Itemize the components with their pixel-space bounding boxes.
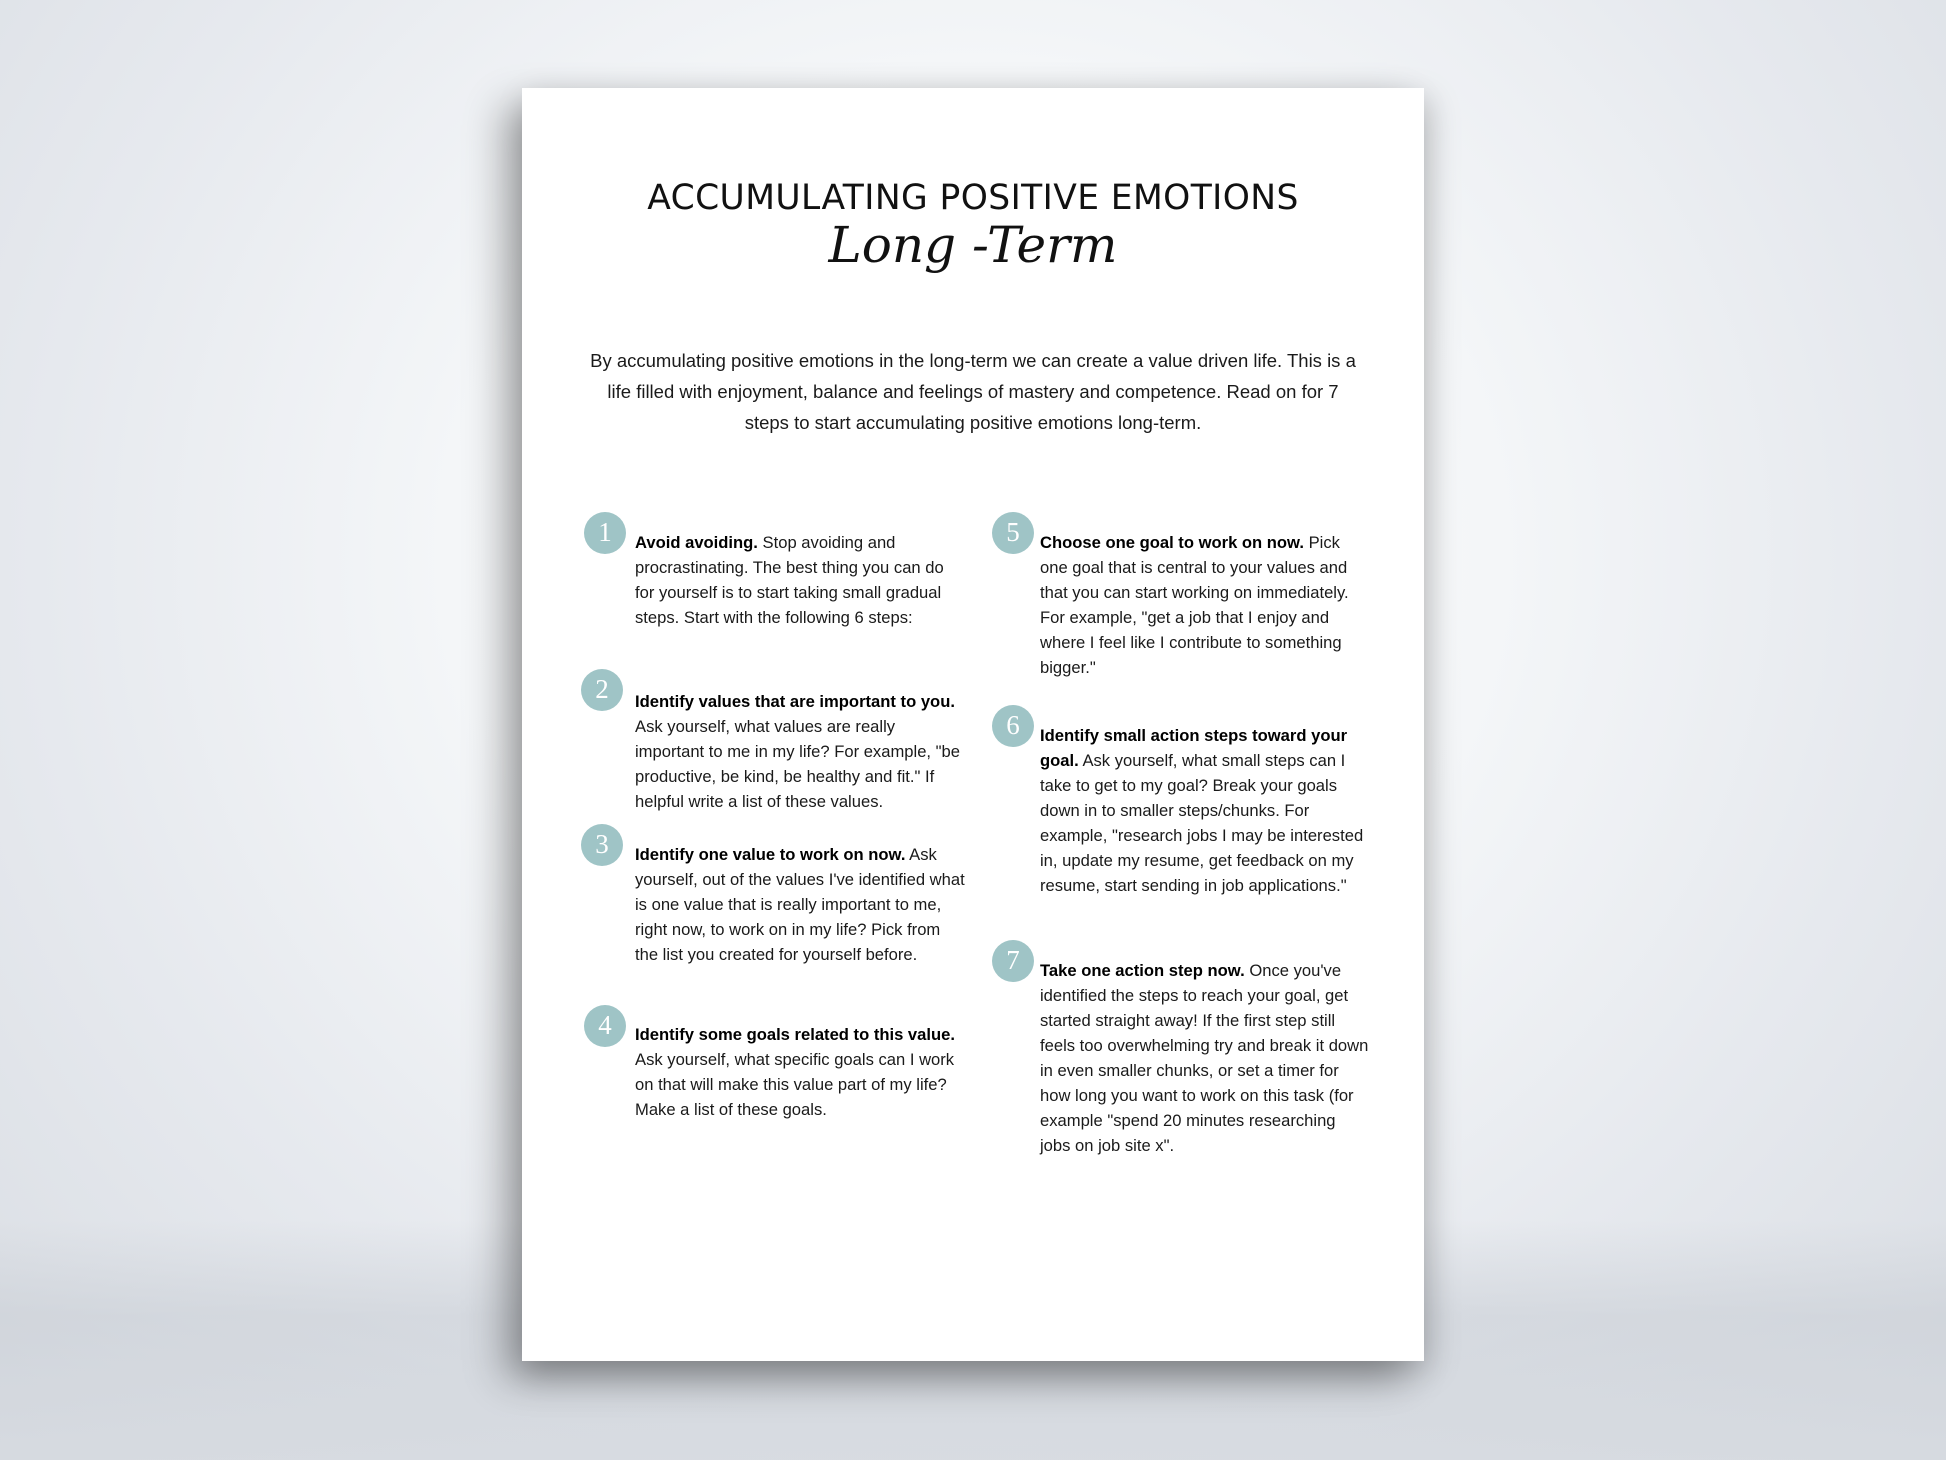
step-body: Ask yourself, what specific goals can I work on that will make this value part of my life? Make a list of these goals. [635, 1050, 955, 1119]
step-text [1040, 723, 1370, 898]
step-text [635, 689, 965, 814]
step-heading: Avoid avoiding. [635, 533, 758, 552]
page-title: ACCUMULATING POSITIVE EMOTIONS [647, 178, 1299, 218]
step-body: Ask yourself, what values are really important to me in my life? For example, "be productive, be kind, be healthy and fit." If helpful write a list of these values. [635, 717, 960, 811]
intro-paragraph: By accumulating positive emotions in the long-term we can create a value driven life. This is a life filled with enjoyment, balance and feelings of mastery and competence. Read on for 7 steps to start accumulating positive emotions long-term. [590, 350, 1356, 433]
step-number-badge: 5 [992, 512, 1034, 554]
step-number-badge: 2 [581, 669, 623, 711]
step-text [1040, 958, 1370, 1158]
step-heading: Identify one value to work on now. [635, 845, 906, 864]
step-heading: Take one action step now. [1040, 961, 1245, 980]
step-number-badge: 6 [992, 705, 1034, 747]
step-heading: Identify values that are important to you. [635, 692, 955, 711]
step-text [1040, 530, 1370, 680]
step-number-badge: 3 [581, 824, 623, 866]
step-body: Once you've identified the steps to reach your goal, get started straight away! If the first step still feels too overwhelming try and break it down in even smaller chunks, or set a timer for how long you want to work on this task (for example "spend 20 minutes researching jobs on job site x". [1040, 961, 1369, 1155]
step-text [635, 842, 965, 967]
step-heading: Identify some goals related to this value. [635, 1025, 955, 1044]
step-heading: Choose one goal to work on now. [1040, 533, 1304, 552]
step-number-badge: 7 [992, 940, 1034, 982]
step-text [635, 530, 965, 630]
step-text [635, 1022, 965, 1122]
step-number-badge: 4 [584, 1005, 626, 1047]
step-body: Ask yourself, what small steps can I take to get to my goal? Break your goals down in to smaller steps/chunks. For example, "research jobs I may be interested in, update my resume, get feedback on my resume, start sending in job applications." [1040, 751, 1364, 895]
step-number-badge: 1 [584, 512, 626, 554]
step-body: Pick one goal that is central to your values and that you can start working on immediately. For example, "get a job that I enjoy and where I feel like I contribute to something bigger." [1040, 533, 1349, 677]
step-heading: Identify small action steps toward your goal. [1040, 726, 1348, 770]
step-body: Stop avoiding and procrastinating. The best thing you can do for yourself is to start taking small gradual steps. Start with the following 6 steps: [635, 533, 944, 627]
document-page [522, 88, 1424, 1361]
step-body: Ask yourself, out of the values I've identified what is one value that is really important to me, right now, to work on in my life? Pick from the list you created for yourself before. [635, 845, 965, 964]
page-subtitle: Long -Term [828, 216, 1118, 274]
